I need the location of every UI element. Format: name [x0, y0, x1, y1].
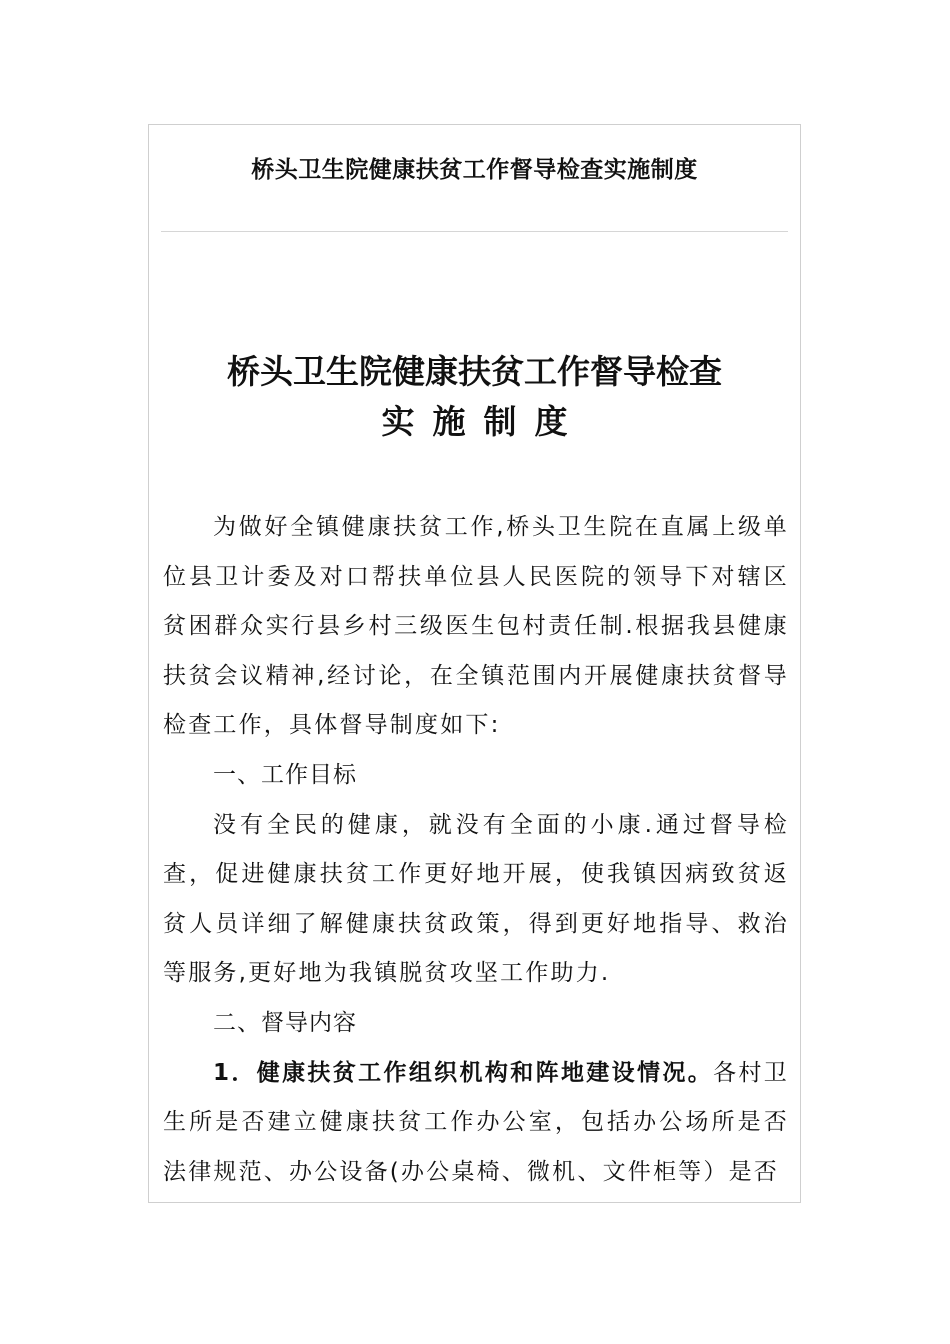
item1-bold-lead: 1．健康扶贫工作组织机构和阵地建设情况。: [213, 1059, 714, 1086]
intro-paragraph: 为做好全镇健康扶贫工作,桥头卫生院在直属上级单位县卫计委及对口帮扶单位县人民医院的领导下对辖区贫困群众实行县乡村三级医生包村责任制.根据我县健康扶贫会议精神,经讨论，在全镇范围内开展健康扶贫督导检查工作，具体督导制度如下:: [163, 514, 789, 739]
header-divider: [161, 231, 788, 232]
section2-heading: 二、督导内容: [213, 1009, 357, 1036]
section1-heading: 一、工作目标: [213, 761, 357, 788]
document-title-line1: 桥头卫生院健康扶贫工作督导检查: [227, 352, 722, 391]
document-title: [149, 347, 800, 447]
section1-paragraph: 没有全民的健康，就没有全面的小康.通过督导检查，促进健康扶贫工作更好地开展，使我镇因病致贫返贫人员详细了解健康扶贫政策，得到更好地指导、救治等服务,更好地为我镇脱贫攻坚工作助力.: [163, 811, 789, 987]
document-title-line2: 实施制度: [381, 402, 586, 441]
header-title: 桥头卫生院健康扶贫工作督导检查实施制度: [251, 157, 698, 183]
document-page: [148, 124, 801, 1203]
document-body: [163, 503, 789, 1197]
item1-paragraph: [163, 1049, 789, 1198]
item1-text: 各村卫生所是否建立健康扶贫工作办公室，包括办公场所是否法律规范、办公设备(办公桌椅、微机、文件柜等）是否: [163, 1059, 789, 1185]
